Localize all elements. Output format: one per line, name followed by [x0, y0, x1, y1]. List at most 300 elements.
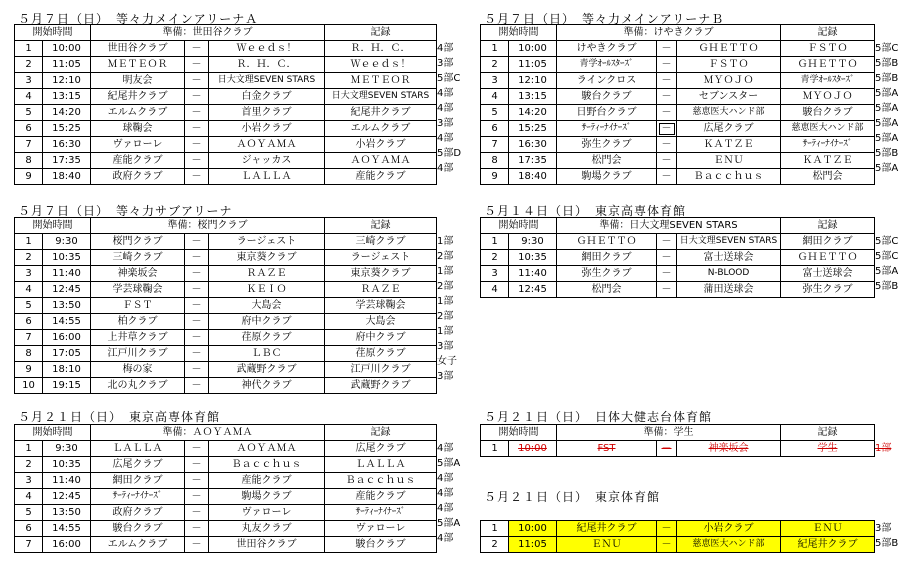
table-row	[15, 41, 437, 57]
vs-dash-selected-cell[interactable]: －	[657, 121, 677, 137]
team-b: ラージェスト	[209, 234, 325, 250]
match-no: 5	[15, 505, 43, 521]
header-time: 開始時間	[481, 218, 557, 234]
match-time: 17:35	[43, 153, 91, 169]
team-b: ＫＥＩＯ	[209, 282, 325, 298]
match-no: 2	[15, 457, 43, 473]
team-a: ラインクロス	[557, 73, 657, 89]
match-time: 13:15	[509, 89, 557, 105]
schedule-table-may14-kosen	[480, 217, 875, 298]
table-row	[15, 153, 437, 169]
team-b: 東京葵クラブ	[209, 250, 325, 266]
team-b: ＬＢＣ	[209, 346, 325, 362]
division-label: 3部	[437, 58, 454, 69]
division-label: 5部A	[875, 266, 899, 277]
team-a: 日野台クラブ	[557, 105, 657, 121]
record-team: 駿台クラブ	[325, 537, 437, 553]
vs-dash: －	[657, 153, 677, 169]
team-a: 弥生クラブ	[557, 266, 657, 282]
header-time: 開始時間	[15, 25, 91, 41]
record-team: 三崎クラブ	[325, 234, 437, 250]
team-a: 学芸球鞠会	[91, 282, 185, 298]
vs-dash: －	[185, 346, 209, 362]
division-label: 4部	[437, 43, 454, 54]
match-time: 10:00	[509, 441, 557, 457]
team-a: FST	[557, 441, 657, 457]
record-team: ＧＨＥＴＴＯ	[781, 57, 875, 73]
block-title-may21-kosen: ５月２１日（日） 東京高専体育館	[18, 410, 221, 424]
team-a: 江戸川クラブ	[91, 346, 185, 362]
team-a: 政府クラブ	[91, 505, 185, 521]
vs-dash: －	[185, 73, 209, 89]
vs-dash: －	[185, 105, 209, 121]
division-label: 5部B	[875, 538, 899, 549]
header-prep: 準備：桜門クラブ	[91, 218, 325, 234]
team-b: ＡＯＹＡＭＡ	[209, 441, 325, 457]
division-label: 5部D	[437, 148, 462, 159]
match-no: 4	[15, 282, 43, 298]
vs-dash: －	[185, 505, 209, 521]
division-label: 5部A	[875, 103, 899, 114]
division-label: 1部	[437, 296, 454, 307]
match-time: 14:55	[43, 314, 91, 330]
team-a: 政府クラブ	[91, 169, 185, 185]
match-no: 8	[481, 153, 509, 169]
team-b: 大島会	[209, 298, 325, 314]
division-label: 3部	[437, 118, 454, 129]
match-no: 2	[15, 250, 43, 266]
header-time: 開始時間	[15, 218, 91, 234]
record-team: ＬＡＬＬＡ	[325, 457, 437, 473]
vs-dash: －	[185, 298, 209, 314]
team-a: ヴァローレ	[91, 137, 185, 153]
match-time: 12:45	[43, 489, 91, 505]
division-labels-may21-kosen	[437, 441, 460, 546]
table-row	[481, 250, 875, 266]
table-row	[481, 121, 875, 137]
team-a: エルムクラブ	[91, 105, 185, 121]
header-prep: 準備：けやきクラブ	[557, 25, 781, 41]
table-row	[481, 153, 875, 169]
division-label: 5部C	[875, 236, 899, 247]
team-b: 日大文理SEVEN STARS	[209, 73, 325, 89]
team-a: 三崎クラブ	[91, 250, 185, 266]
match-no: 8	[15, 153, 43, 169]
match-no: 1	[481, 41, 509, 57]
team-b: 広尾クラブ	[677, 121, 781, 137]
team-b: Ｂａｃｃｈｕｓ	[677, 169, 781, 185]
match-time: 16:30	[509, 137, 557, 153]
vs-dash: －	[185, 362, 209, 378]
team-b: ＧＨＥＴＴＯ	[677, 41, 781, 57]
table-row-cancelled	[481, 441, 875, 457]
division-label: 5部A	[875, 133, 899, 144]
table-header	[481, 218, 875, 234]
match-no: 5	[15, 105, 43, 121]
team-a: 駿台クラブ	[91, 521, 185, 537]
match-time: 10:35	[43, 250, 91, 266]
vs-dash: －	[657, 234, 677, 250]
table-header	[481, 25, 875, 41]
vs-dash: －	[657, 89, 677, 105]
vs-dash: －	[185, 441, 209, 457]
match-time: 13:15	[43, 89, 91, 105]
team-a: 弥生クラブ	[557, 137, 657, 153]
team-a: 駒場クラブ	[557, 169, 657, 185]
table-row	[481, 89, 875, 105]
match-no: 5	[481, 105, 509, 121]
team-b: Ｂａｃｃｈｕｓ	[209, 457, 325, 473]
team-a: 北の丸クラブ	[91, 378, 185, 394]
match-no: 1	[481, 441, 509, 457]
division-label: 4部	[437, 488, 454, 499]
record-team: Ｗｅｅｄｓ！	[325, 57, 437, 73]
vs-dash: －	[185, 266, 209, 282]
vs-dash: －	[185, 121, 209, 137]
division-label: 3部	[437, 341, 454, 352]
match-no: 3	[15, 73, 43, 89]
schedule-table-sub-arena	[14, 217, 437, 394]
match-time: 11:05	[43, 57, 91, 73]
division-labels-sub-arena	[437, 234, 457, 384]
match-no: 1	[15, 441, 43, 457]
header-time: 開始時間	[481, 25, 557, 41]
match-time: 17:05	[43, 346, 91, 362]
match-no: 6	[15, 521, 43, 537]
vs-dash: －	[185, 250, 209, 266]
match-no: 6	[15, 314, 43, 330]
vs-dash: －	[185, 489, 209, 505]
record-team: 松門会	[781, 169, 875, 185]
division-label: 4部	[437, 443, 454, 454]
match-no: 2	[481, 250, 509, 266]
team-b: 慈恵医大ハンド部	[677, 105, 781, 121]
division-label: 4部	[437, 533, 454, 544]
table-row	[481, 137, 875, 153]
team-a: 神楽坂会	[91, 266, 185, 282]
block-title-may21-nittai: ５月２１日（日） 日体大健志台体育館	[484, 410, 713, 424]
match-no: 9	[15, 362, 43, 378]
vs-dash: －	[657, 441, 677, 457]
record-team: 小岩クラブ	[325, 137, 437, 153]
team-a: 柏クラブ	[91, 314, 185, 330]
team-a: ｻｰﾃｨｰﾅｲﾅｰｽﾞ	[557, 121, 657, 137]
team-a: 青学ｵｰﾙｽﾀｰｽﾞ	[557, 57, 657, 73]
match-time: 12:45	[509, 282, 557, 298]
team-a: ＭＥＴＥＯＲ	[91, 57, 185, 73]
record-team: 荏原クラブ	[325, 346, 437, 362]
table-row	[481, 73, 875, 89]
team-a: 上井草クラブ	[91, 330, 185, 346]
record-team: 紀尾井クラブ	[781, 537, 875, 553]
team-a: 松門会	[557, 282, 657, 298]
team-a: 産能クラブ	[91, 153, 185, 169]
record-team: ＲＡＺＥ	[325, 282, 437, 298]
team-b: ＡＯＹＡＭＡ	[209, 137, 325, 153]
team-b: ジャッカス	[209, 153, 325, 169]
record-team: Ｒ．Ｈ．Ｃ．	[325, 41, 437, 57]
team-b: 慈恵医大ハンド部	[677, 537, 781, 553]
table-row	[15, 282, 437, 298]
match-no: 8	[15, 346, 43, 362]
match-time: 12:45	[43, 282, 91, 298]
team-b: 小岩クラブ	[209, 121, 325, 137]
division-labels-may21-nittai	[875, 441, 891, 456]
team-b: ＦＳＴＯ	[677, 57, 781, 73]
match-time: 13:50	[43, 298, 91, 314]
team-a: ＧＨＥＴＴＯ	[557, 234, 657, 250]
division-label: 1部	[437, 236, 454, 247]
match-time: 11:05	[509, 57, 557, 73]
vs-dash: －	[657, 73, 677, 89]
team-b: 世田谷クラブ	[209, 537, 325, 553]
match-no: 4	[481, 89, 509, 105]
table-row	[15, 346, 437, 362]
table-row	[15, 489, 437, 505]
match-no: 6	[481, 121, 509, 137]
division-labels-may14-kosen	[875, 234, 898, 294]
record-team: 青学ｵｰﾙｽﾀｰｽﾞ	[781, 73, 875, 89]
table-row	[15, 137, 437, 153]
record-team: ＡＯＹＡＭＡ	[325, 153, 437, 169]
vs-dash: －	[185, 57, 209, 73]
match-time: 10:00	[509, 521, 557, 537]
match-no: 3	[481, 73, 509, 89]
team-a: 明友会	[91, 73, 185, 89]
match-time: 11:05	[509, 537, 557, 553]
record-team: エルムクラブ	[325, 121, 437, 137]
record-team: ヴァローレ	[325, 521, 437, 537]
vs-dash: －	[657, 57, 677, 73]
team-b: ＬＡＬＬＡ	[209, 169, 325, 185]
vs-dash: －	[657, 266, 677, 282]
match-no: 5	[15, 298, 43, 314]
match-no: 4	[15, 489, 43, 505]
table-row	[15, 537, 437, 553]
team-a: ＬＡＬＬＡ	[91, 441, 185, 457]
division-label: 5部C	[875, 43, 899, 54]
team-b: 荏原クラブ	[209, 330, 325, 346]
division-label: 2部	[437, 251, 454, 262]
table-row	[15, 441, 437, 457]
match-no: 6	[15, 121, 43, 137]
division-label: 5部B	[875, 148, 899, 159]
team-b: N-BLOOD	[677, 266, 781, 282]
team-b: ＲＡＺＥ	[209, 266, 325, 282]
team-a: 紀尾井クラブ	[91, 89, 185, 105]
match-time: 14:20	[509, 105, 557, 121]
record-team: 学生	[781, 441, 875, 457]
team-b: 産能クラブ	[209, 473, 325, 489]
team-a: 紀尾井クラブ	[557, 521, 657, 537]
match-no: 7	[15, 330, 43, 346]
team-b: 小岩クラブ	[677, 521, 781, 537]
match-time: 9:30	[43, 234, 91, 250]
table-row	[15, 473, 437, 489]
table-row	[15, 362, 437, 378]
table-row	[15, 57, 437, 73]
vs-dash: －	[657, 137, 677, 153]
match-no: 7	[481, 137, 509, 153]
match-no: 1	[15, 41, 43, 57]
record-team: 弥生クラブ	[781, 282, 875, 298]
record-team: ＧＨＥＴＴＯ	[781, 250, 875, 266]
match-no: 4	[15, 89, 43, 105]
record-team: ｻｰﾃｨｰﾅｲﾅｰｽﾞ	[781, 137, 875, 153]
vs-dash: －	[185, 137, 209, 153]
match-time: 18:40	[509, 169, 557, 185]
table-row	[481, 282, 875, 298]
team-b: 神代クラブ	[209, 378, 325, 394]
header-record: 記録	[781, 25, 875, 41]
match-time: 16:30	[43, 137, 91, 153]
vs-dash: －	[657, 282, 677, 298]
vs-dash: －	[185, 282, 209, 298]
header-record: 記録	[325, 218, 437, 234]
division-label: 5部A	[875, 163, 899, 174]
table-header	[15, 218, 437, 234]
table-row	[481, 537, 875, 553]
block-title-arena-b: ５月７日（日） 等々力メインアリーナＢ	[484, 12, 725, 26]
table-header	[481, 425, 875, 441]
vs-dash: －	[185, 41, 209, 57]
record-team: 慈恵医大ハンド部	[781, 121, 875, 137]
match-time: 12:10	[509, 73, 557, 89]
table-row	[15, 266, 437, 282]
header-prep: 準備：学生	[557, 425, 781, 441]
vs-dash: －	[657, 250, 677, 266]
team-b: 駒場クラブ	[209, 489, 325, 505]
match-time: 14:55	[43, 521, 91, 537]
record-team: ラージェスト	[325, 250, 437, 266]
team-b: 白金クラブ	[209, 89, 325, 105]
table-row	[15, 314, 437, 330]
record-team: 大島会	[325, 314, 437, 330]
header-record: 記録	[781, 218, 875, 234]
table-row	[15, 457, 437, 473]
table-row	[15, 105, 437, 121]
division-label: 1部	[437, 266, 454, 277]
team-b: 日大文理SEVEN STARS	[677, 234, 781, 250]
block-title-arena-a: ５月７日（日） 等々力メインアリーナＡ	[18, 12, 259, 26]
table-row	[481, 57, 875, 73]
record-team: 東京葵クラブ	[325, 266, 437, 282]
match-no: 2	[481, 537, 509, 553]
division-labels-arena-b	[875, 41, 898, 176]
table-row	[15, 378, 437, 394]
table-row	[15, 505, 437, 521]
match-time: 15:25	[43, 121, 91, 137]
team-b: 富士送球会	[677, 250, 781, 266]
record-team: 産能クラブ	[325, 489, 437, 505]
match-time: 12:10	[43, 73, 91, 89]
match-no: 3	[15, 473, 43, 489]
header-record: 記録	[781, 425, 875, 441]
match-time: 10:00	[43, 41, 91, 57]
table-row	[481, 521, 875, 537]
team-b: 武蔵野クラブ	[209, 362, 325, 378]
team-a: ＥＮＵ	[557, 537, 657, 553]
division-label: 5部A	[875, 88, 899, 99]
block-title-sub-arena: ５月７日（日） 等々力サブアリーナ	[18, 204, 233, 218]
division-label: 5部A	[875, 118, 899, 129]
record-team: 武蔵野クラブ	[325, 378, 437, 394]
division-label: 5部A	[437, 458, 461, 469]
schedule-table-may21-tokyo-gym	[480, 520, 875, 553]
match-time: 18:10	[43, 362, 91, 378]
schedule-table-arena-b	[480, 24, 875, 185]
vs-dash: －	[185, 473, 209, 489]
team-b: セブンスター	[677, 89, 781, 105]
block-title-may21-tokyo-gym: ５月２１日（日） 東京体育館	[484, 490, 661, 504]
vs-dash: －	[185, 330, 209, 346]
division-label: 4部	[437, 88, 454, 99]
header-prep: 準備：日大文理SEVEN STARS	[557, 218, 781, 234]
team-a: 梅の家	[91, 362, 185, 378]
team-a: ＦＳＴ	[91, 298, 185, 314]
match-time: 15:25	[509, 121, 557, 137]
vs-dash: －	[185, 169, 209, 185]
record-team: 富士送球会	[781, 266, 875, 282]
match-no: 3	[481, 266, 509, 282]
vs-dash: －	[657, 105, 677, 121]
vs-dash: －	[185, 378, 209, 394]
table-header	[15, 25, 437, 41]
match-time: 16:00	[43, 537, 91, 553]
match-no: 9	[15, 169, 43, 185]
match-time: 13:50	[43, 505, 91, 521]
table-header	[15, 425, 437, 441]
header-time: 開始時間	[481, 425, 557, 441]
match-no: 1	[481, 521, 509, 537]
match-no: 2	[15, 57, 43, 73]
table-row	[481, 234, 875, 250]
team-b: ＫＡＴＺＥ	[677, 137, 781, 153]
record-team: ＫＡＴＺＥ	[781, 153, 875, 169]
vs-dash: －	[185, 457, 209, 473]
table-row	[15, 521, 437, 537]
division-label: 4部	[437, 163, 454, 174]
team-a: 網田クラブ	[557, 250, 657, 266]
match-time: 9:30	[509, 234, 557, 250]
table-row	[481, 41, 875, 57]
division-labels-may21-tokyo-gym	[875, 521, 898, 551]
match-no: 7	[15, 537, 43, 553]
team-a: 世田谷クラブ	[91, 41, 185, 57]
division-label: 女子	[437, 356, 457, 367]
table-row	[15, 234, 437, 250]
team-b: ＭＹＯＪＯ	[677, 73, 781, 89]
table-row	[15, 73, 437, 89]
table-row	[15, 298, 437, 314]
team-b: 丸友クラブ	[209, 521, 325, 537]
team-b: 首里クラブ	[209, 105, 325, 121]
header-record: 記録	[325, 425, 437, 441]
match-time: 10:35	[509, 250, 557, 266]
vs-dash: －	[185, 234, 209, 250]
match-no: 3	[15, 266, 43, 282]
team-b: 府中クラブ	[209, 314, 325, 330]
division-label: 1部	[437, 326, 454, 337]
header-time: 開始時間	[15, 425, 91, 441]
record-team: ＭＹＯＪＯ	[781, 89, 875, 105]
vs-dash: －	[185, 314, 209, 330]
record-team: 学芸球鞠会	[325, 298, 437, 314]
record-team: 網田クラブ	[781, 234, 875, 250]
match-time: 18:40	[43, 169, 91, 185]
match-no: 7	[15, 137, 43, 153]
team-a: 桜門クラブ	[91, 234, 185, 250]
